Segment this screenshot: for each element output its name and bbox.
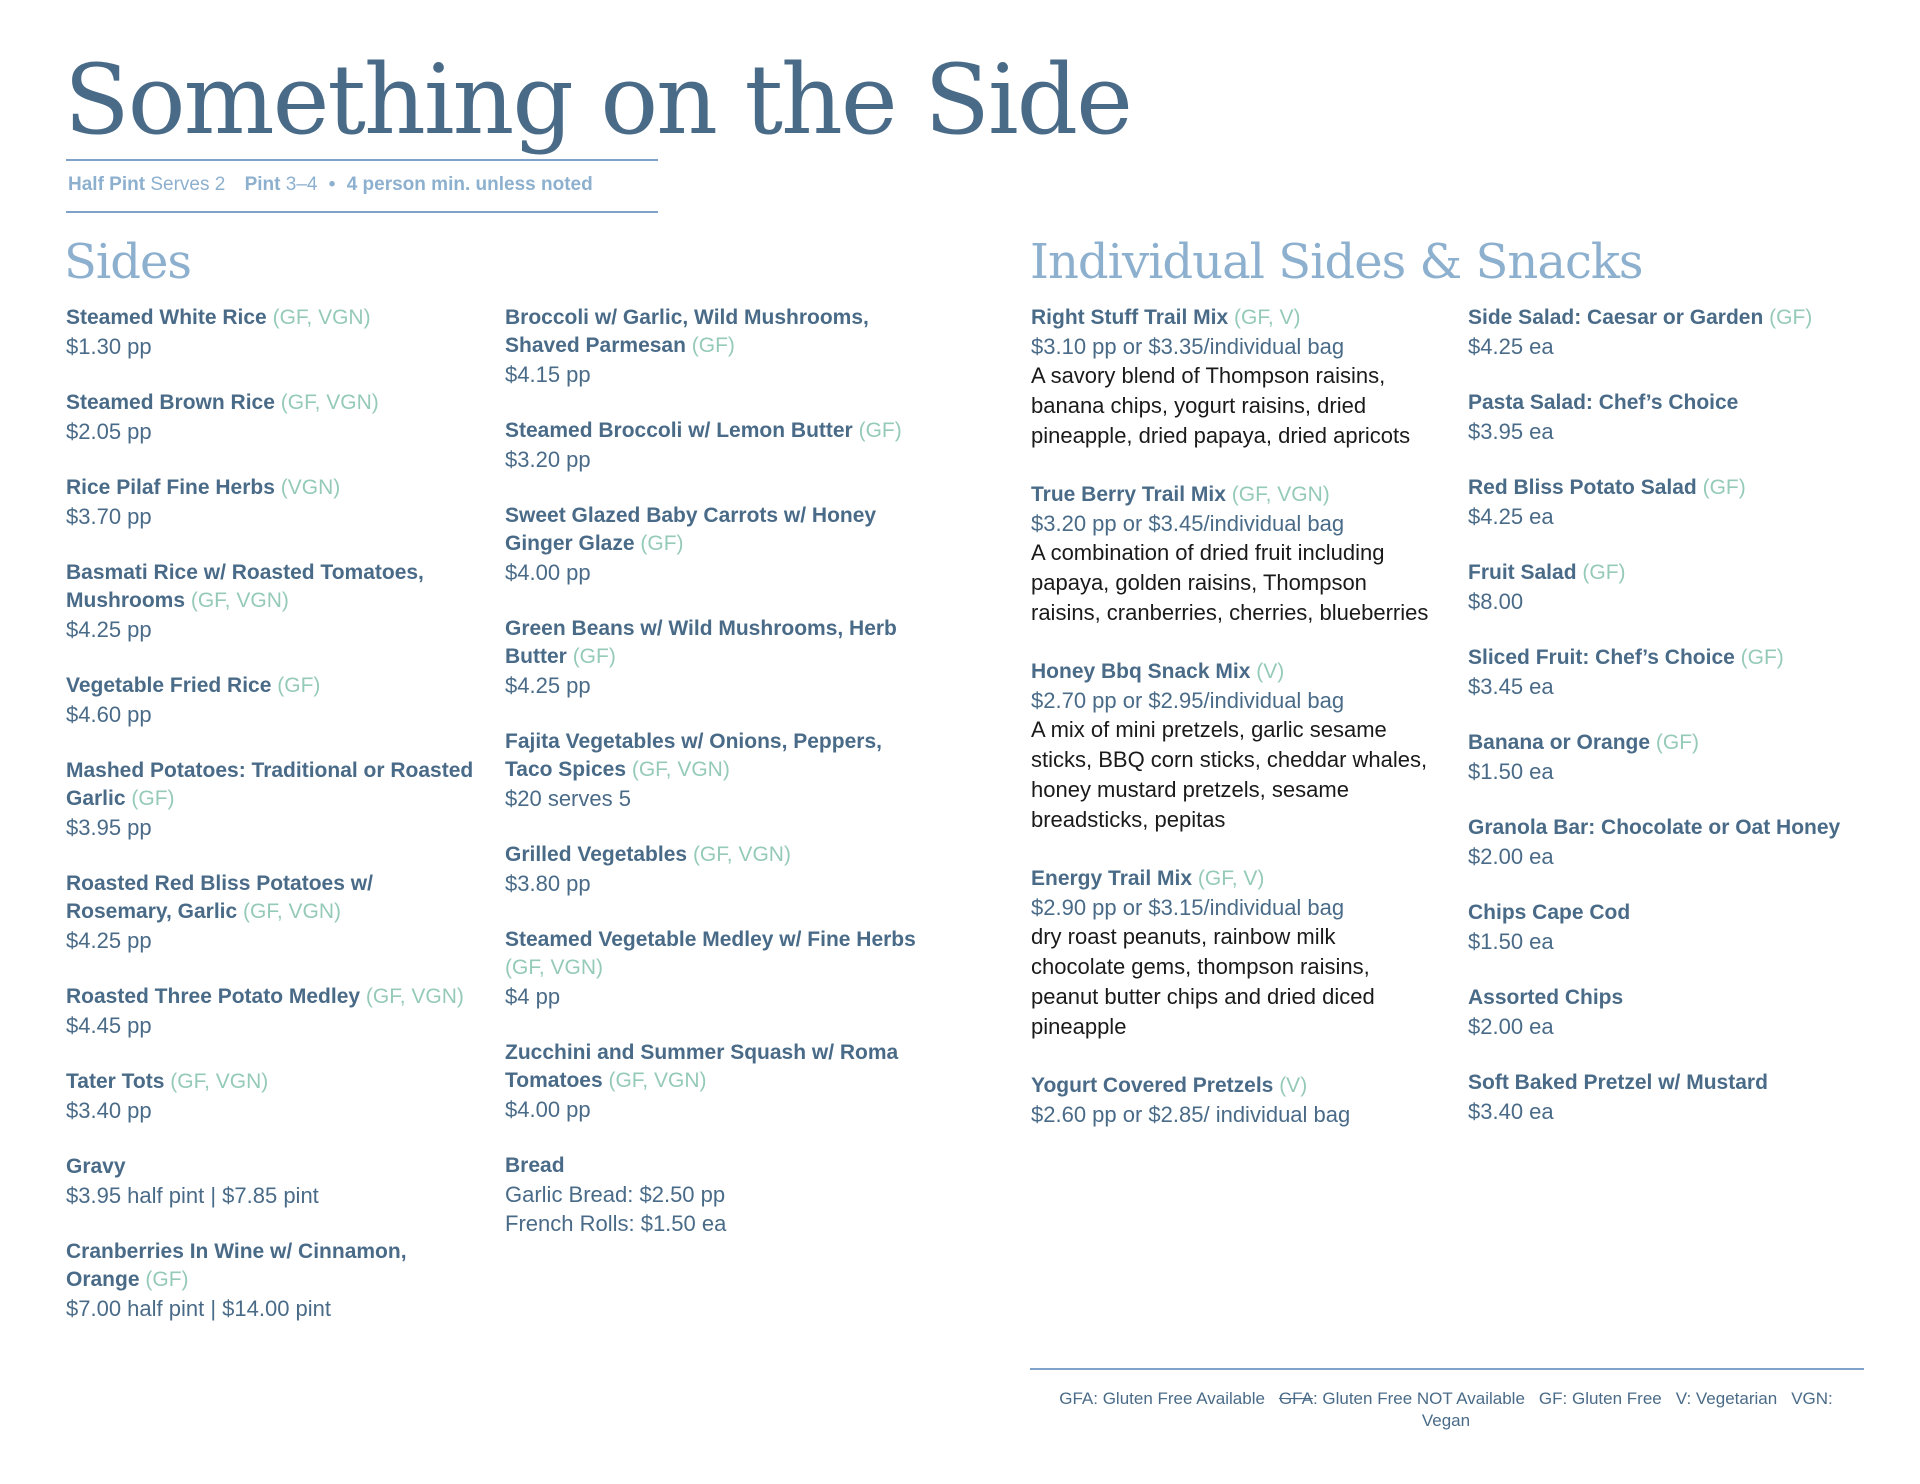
menu-item — [1468, 389, 1888, 446]
menu-item — [1031, 1072, 1431, 1129]
menu-item-name: Tater Tots — [66, 1070, 165, 1093]
menu-item — [66, 559, 476, 644]
menu-item-description: dry roast peanuts, rainbow milk chocolate gems, thompson raisins, peanut butter chips and dried diced pineapple — [1031, 924, 1375, 1039]
menu-item — [66, 304, 476, 361]
menu-item-price: $2.05 pp — [66, 419, 152, 444]
dietary-tags: (GF, VGN) — [1231, 483, 1330, 506]
menu-item-name: Steamed White Rice — [66, 306, 267, 329]
menu-item-price: $7.00 half pint | $14.00 pint — [66, 1296, 332, 1321]
menu-item-name: True Berry Trail Mix — [1031, 483, 1226, 506]
menu-item-name: Honey Bbq Snack Mix — [1031, 660, 1251, 683]
menu-item-name: Vegetable Fried Rice — [66, 674, 272, 697]
menu-item-name-line — [1468, 474, 1888, 502]
serving-info — [68, 174, 593, 196]
dietary-tags: (GF, VGN) — [243, 900, 342, 923]
dietary-tags: (GF) — [1769, 306, 1813, 329]
menu-item-price: $4.60 pp — [66, 702, 152, 727]
individual-column-1 — [1031, 304, 1431, 1159]
menu-item-name-line — [505, 502, 925, 558]
menu-item-name-line — [1031, 304, 1431, 332]
menu-item-price: $3.40 pp — [66, 1098, 152, 1123]
dietary-tags: (GF) — [277, 674, 321, 697]
menu-item-name-line — [66, 1153, 476, 1181]
menu-item-price: $8.00 — [1468, 589, 1524, 614]
menu-item-price: $4.25 pp — [66, 928, 152, 953]
menu-item — [505, 728, 925, 813]
menu-item-name: Steamed Vegetable Medley w/ Fine Herbs — [505, 928, 916, 951]
menu-item-name: Roasted Three Potato Medley — [66, 985, 361, 1008]
dietary-tags: (GF, V) — [1197, 867, 1265, 890]
menu-item-name-line — [1031, 658, 1431, 686]
menu-item-price: $3.40 ea — [1468, 1099, 1554, 1124]
menu-item-price: $3.80 pp — [505, 871, 591, 896]
menu-item-price: $1.50 ea — [1468, 759, 1554, 784]
menu-item-name-line — [66, 1068, 476, 1096]
menu-item-name: Zucchini and Summer Squash w/ Roma Tomatoes — [505, 1041, 899, 1092]
dietary-tags: (GF, VGN) — [280, 391, 379, 414]
menu-item-price: Garlic Bread: $2.50 pp — [505, 1182, 726, 1207]
menu-item-price: French Rolls: $1.50 ea — [505, 1211, 727, 1236]
menu-item-description: A savory blend of Thompson raisins, banana chips, yogurt raisins, dried pineapple, dried papaya, dried apricots — [1031, 363, 1411, 448]
menu-item — [505, 304, 925, 389]
menu-item — [1468, 559, 1888, 616]
menu-item-name-line — [1031, 1072, 1431, 1100]
menu-item-name-line — [1468, 304, 1888, 332]
menu-item-name-line — [1468, 389, 1888, 417]
menu-item-name: Right Stuff Trail Mix — [1031, 306, 1229, 329]
menu-item-name: Chips Cape Cod — [1468, 901, 1631, 924]
menu-item-name: Mashed Potatoes: Traditional or Roasted Garlic — [66, 759, 474, 810]
menu-item-name-line — [66, 870, 476, 926]
menu-item-name: Broccoli w/ Garlic, Wild Mushrooms, Shaved Parmesan — [505, 306, 869, 357]
dietary-tags: (GF) — [572, 645, 616, 668]
menu-item-name-line — [66, 304, 476, 332]
menu-item — [505, 841, 925, 898]
menu-item — [66, 870, 476, 955]
menu-item-name-line — [66, 559, 476, 615]
menu-item-price: $20 serves 5 — [505, 786, 631, 811]
menu-item — [66, 757, 476, 842]
dietary-tags: (GF) — [131, 787, 175, 810]
menu-item — [1468, 729, 1888, 786]
menu-item — [1468, 814, 1888, 871]
menu-item — [1031, 658, 1431, 835]
menu-item-name: Side Salad: Caesar or Garden — [1468, 306, 1764, 329]
menu-item-price: $4.45 pp — [66, 1013, 152, 1038]
menu-item-price: $3.45 ea — [1468, 674, 1554, 699]
menu-item-name: Energy Trail Mix — [1031, 867, 1193, 890]
half-pint-value: Serves 2 — [150, 174, 226, 195]
dietary-tags: (GF, VGN) — [608, 1069, 707, 1092]
menu-item-price: $1.30 pp — [66, 334, 152, 359]
menu-item-name: Steamed Broccoli w/ Lemon Butter — [505, 419, 853, 442]
menu-item-price: $4.15 pp — [505, 362, 591, 387]
menu-item-name-line — [505, 1152, 925, 1180]
menu-item — [1031, 481, 1431, 628]
menu-item-name: Grilled Vegetables — [505, 843, 688, 866]
menu-item-price: $4.25 pp — [505, 673, 591, 698]
menu-item — [1031, 865, 1431, 1042]
menu-item — [1468, 984, 1888, 1041]
menu-item-price: $2.00 ea — [1468, 1014, 1554, 1039]
menu-item-price: $3.95 half pint | $7.85 pint — [66, 1183, 319, 1208]
pint-value: 3–4 — [285, 174, 318, 195]
menu-item-name-line — [66, 1238, 476, 1294]
dietary-tags: (GF) — [1740, 646, 1784, 669]
menu-item-name-line — [505, 417, 925, 445]
sides-column-2 — [505, 304, 925, 1266]
dietary-tags: (GF, VGN) — [692, 843, 791, 866]
menu-item-name-line — [505, 304, 925, 360]
dietary-tags: (GF, VGN) — [190, 589, 289, 612]
menu-item-name: Pasta Salad: Chef’s Choice — [1468, 391, 1739, 414]
menu-item-price: $3.20 pp — [505, 447, 591, 472]
dietary-tags: (GF) — [1655, 731, 1700, 754]
menu-item — [505, 615, 925, 700]
menu-item-name-line — [1468, 729, 1888, 757]
menu-item-name-line — [505, 926, 925, 982]
menu-item — [1468, 899, 1888, 956]
menu-item — [66, 1238, 476, 1323]
menu-item-name-line — [66, 389, 476, 417]
dietary-tags: (V) — [1279, 1074, 1308, 1097]
menu-item-name: Granola Bar: Chocolate or Oat Honey — [1468, 816, 1841, 839]
dietary-tags: (GF) — [858, 419, 902, 442]
menu-item-price: $1.50 ea — [1468, 929, 1554, 954]
menu-item-price: $4.25 pp — [66, 617, 152, 642]
legend-gfa-not-code: GFA — [1278, 1389, 1313, 1408]
menu-item — [66, 672, 476, 729]
menu-item-name-line — [1468, 559, 1888, 587]
menu-item-price: $2.70 pp or $2.95/individual bag — [1031, 688, 1345, 713]
dietary-tags: (VGN) — [280, 476, 341, 499]
menu-item-name-line — [1468, 814, 1888, 842]
menu-item — [505, 1152, 925, 1238]
menu-item-name: Rice Pilaf Fine Herbs — [66, 476, 275, 499]
dietary-legend — [1040, 1388, 1852, 1432]
menu-item — [1468, 474, 1888, 531]
menu-item-price: $4.25 ea — [1468, 504, 1554, 529]
menu-item-name: Yogurt Covered Pretzels — [1031, 1074, 1274, 1097]
menu-item — [1468, 304, 1888, 361]
menu-item-price: $4.00 pp — [505, 1097, 591, 1122]
menu-item — [1468, 1069, 1888, 1126]
dietary-tags: (GF, VGN) — [505, 956, 603, 979]
dietary-tags: (GF) — [145, 1268, 189, 1291]
menu-item — [66, 474, 476, 531]
menu-item-price: $3.95 pp — [66, 815, 152, 840]
menu-item-name-line — [505, 615, 925, 671]
menu-item — [505, 926, 925, 1011]
legend-v: V: Vegetarian — [1675, 1389, 1778, 1408]
menu-item-name: Fajita Vegetables w/ Onions, Peppers, Taco Spices — [505, 730, 882, 781]
page-title: Something on the Side — [64, 44, 1131, 156]
menu-item-name: Cranberries In Wine w/ Cinnamon, Orange — [66, 1240, 407, 1291]
dietary-tags: (GF) — [1702, 476, 1746, 499]
dietary-tags: (GF, VGN) — [272, 306, 371, 329]
menu-item-name: Roasted Red Bliss Potatoes w/ Rosemary, Garlic — [66, 872, 373, 923]
menu-item-price: $4 pp — [505, 984, 561, 1009]
menu-item-name-line — [1468, 984, 1888, 1012]
menu-item-name-line — [66, 983, 476, 1011]
menu-item-price: $3.70 pp — [66, 504, 152, 529]
menu-item-price: $2.90 pp or $3.15/individual bag — [1031, 895, 1345, 920]
menu-item-price: $3.10 pp or $3.35/individual bag — [1031, 334, 1345, 359]
menu-item-name: Basmati Rice w/ Roasted Tomatoes, Mushrooms — [66, 561, 424, 612]
menu-item-price: $2.00 ea — [1468, 844, 1554, 869]
individual-heading: Individual Sides & Snacks — [1030, 234, 1643, 290]
menu-item — [1031, 304, 1431, 451]
menu-item-name-line — [1031, 481, 1431, 509]
menu-item-price: $3.20 pp or $3.45/individual bag — [1031, 511, 1345, 536]
menu-item-name-line — [1468, 644, 1888, 672]
menu-item-name: Gravy — [66, 1155, 126, 1178]
menu-item-name: Banana or Orange — [1468, 731, 1651, 754]
menu-item-name: Fruit Salad — [1468, 561, 1577, 584]
legend-gfa-not-text: : Gluten Free NOT Available — [1312, 1389, 1525, 1408]
menu-item — [505, 502, 925, 587]
pint-label: Pint — [244, 174, 281, 195]
menu-item — [66, 1068, 476, 1125]
menu-item — [505, 1039, 925, 1124]
menu-item-name: Assorted Chips — [1468, 986, 1624, 1009]
menu-item — [66, 389, 476, 446]
menu-item-name-line — [1468, 1069, 1888, 1097]
menu-item — [1468, 644, 1888, 701]
dietary-tags: (GF, VGN) — [365, 985, 464, 1008]
menu-item-name: Bread — [505, 1154, 565, 1177]
dietary-tags: (GF) — [691, 334, 735, 357]
menu-item-name-line — [66, 474, 476, 502]
menu-item-price: $2.60 pp or $2.85/ individual bag — [1031, 1102, 1351, 1127]
title-divider-bottom — [66, 211, 658, 213]
bullet-separator: • — [328, 174, 336, 195]
sides-column-1 — [66, 304, 476, 1351]
title-divider-top — [66, 159, 658, 161]
menu-item — [66, 983, 476, 1040]
menu-item-description: A mix of mini pretzels, garlic sesame sticks, BBQ corn sticks, cheddar whales, honey mustard pretzels, sesame breadsticks, pepitas — [1031, 717, 1428, 832]
dietary-tags: (GF, VGN) — [631, 758, 730, 781]
half-pint-label: Half Pint — [68, 174, 146, 195]
menu-item-name-line — [505, 1039, 925, 1095]
menu-item-name: Green Beans w/ Wild Mushrooms, Herb Butter — [505, 617, 897, 668]
menu-item-name-line — [66, 757, 476, 813]
menu-item-name: Sliced Fruit: Chef’s Choice — [1468, 646, 1735, 669]
legend-gfa: GFA: Gluten Free Available — [1059, 1389, 1265, 1408]
menu-item-price: $4.25 ea — [1468, 334, 1554, 359]
menu-item-name-line — [1031, 865, 1431, 893]
menu-item-name-line — [66, 672, 476, 700]
menu-item-name: Soft Baked Pretzel w/ Mustard — [1468, 1071, 1768, 1094]
individual-column-2 — [1468, 304, 1888, 1154]
minimum-note: 4 person min. unless noted — [346, 174, 593, 195]
menu-item-price: $3.95 ea — [1468, 419, 1554, 444]
dietary-tags: (GF, V) — [1234, 306, 1301, 329]
dietary-tags: (GF, VGN) — [170, 1070, 269, 1093]
menu-item — [505, 417, 925, 474]
menu-item-description: A combination of dried fruit including papaya, golden raisins, Thompson raisins, cranberries, cherries, blueberries — [1031, 540, 1429, 625]
menu-item-name: Red Bliss Potato Salad — [1468, 476, 1697, 499]
menu-item-name-line — [505, 728, 925, 784]
dietary-tags: (GF) — [1582, 561, 1626, 584]
legend-vgn: VGN: Vegan — [1421, 1389, 1833, 1430]
dietary-tags: (GF) — [640, 532, 684, 555]
menu-item-price: $4.00 pp — [505, 560, 591, 585]
dietary-tags: (V) — [1256, 660, 1285, 683]
legend-divider — [1030, 1368, 1864, 1370]
sides-heading: Sides — [64, 234, 191, 290]
menu-item-name-line — [505, 841, 925, 869]
menu-item-name: Sweet Glazed Baby Carrots w/ Honey Ginger Glaze — [505, 504, 877, 555]
menu-item-name-line — [1468, 899, 1888, 927]
menu-item — [66, 1153, 476, 1210]
legend-gf: GF: Gluten Free — [1538, 1389, 1662, 1408]
menu-item-name: Steamed Brown Rice — [66, 391, 275, 414]
